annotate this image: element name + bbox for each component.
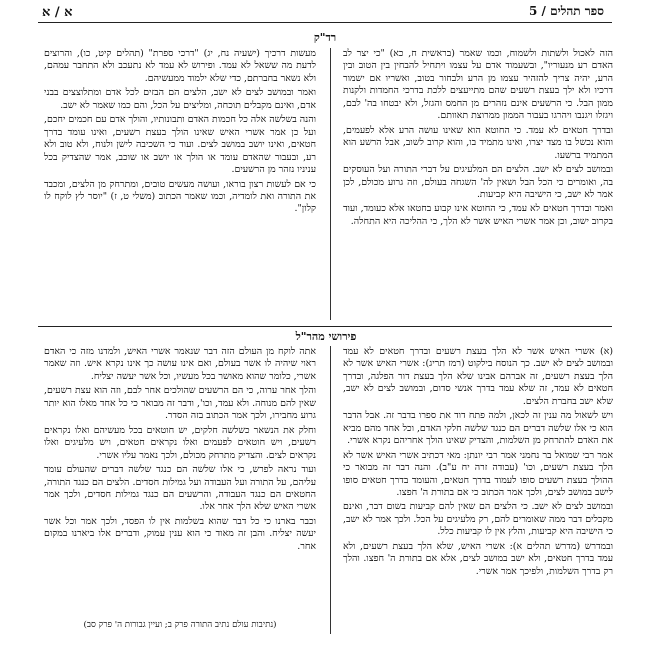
radak-section-title: רד"ק: [313, 31, 337, 44]
maharal-paragraph: וחלק את הנשאר כשלשה חלקים, יש חוטאים בכל מעשיהם ואלו נקראים רשעים, ויש חוטאים לפעמים ואלו נקראים חטאים, ויש מלעיגים ואלו נקראים לצים. והצדיק מתרחק מכולם, ולכך נאמר עליו אשרי.: [44, 424, 316, 461]
maharal-paragraph: ועוד נראה לפרש, כי אלו שלשה הם כנגד שלשה דברים שהעולם עומד עליהם, על התורה ועל העבודה ועל גמילות חסדים. הלצים הם כנגד התורה, החטאים הם כנגד העבודה, והרשעים הם כנגד גמילות חסדים, ולכך אמר אשרי האיש שלא הלך אחר אלו.: [44, 464, 316, 513]
section-divider-rule: [38, 326, 612, 327]
radak-paragraph: ואמר ובדרך חטאים לא עמד, כי החוטא אינו קבוע בחטאו אלא כעומד, ועוד בקרוב ישוב, וכן אמר אשרי האיש אשר לא הלך, כי ההליכה היא התחלה.: [343, 203, 613, 227]
radak-paragraph: ובדרך חטאים לא עמד. כי החוטא הוא שאינו עושה הרע אלא לפעמים, והוא נכשל בו מצד יצרו, ואינו מתמיד בו, והוא קרוב לשוב, אבל הרשע הוא המתמיד ברשעו.: [343, 124, 613, 161]
maharal-paragraph: והלך אחר ערוה, כי הם הרשעים שהולכים אחר לבם, וזה הוא עצת רשעים, שאין להם מנוחה. ולא עמד, וכו', ודבר זה מבואר כי כל אחד מאלו הוא יותר גרוע מחבירו, ולכך אמר הכתוב בזה הסדר.: [44, 385, 316, 422]
maharal-paragraph: וכבר בארנו כי כל דבר שהוא בשלמות אין לו הפסד, ולכך אמר וכל אשר יעשה יצליח. והבן זה מאוד כי הוא ענין עמוק, ודברים אלו ביארנו במקום אחר.: [44, 515, 316, 552]
book-title: ספר תהלים / 5: [529, 4, 604, 18]
radak-paragraph: הזה לאכול ולשתות ולשמוח, וכמו שאמר (בראשית ח, כא) "כי יצר לב האדם רע מנעוריו", ובשעמוד אדם על עצמו ויתחיל להבחין בין הטוב ובין הרע, יהיה צריך להזהיר עצמו מן הרע ולבחור בטוב, ואשריו אם ישמור דרכיו ולא ילך בעצת רשעים שהם מתייעצים ללכת בדרכי החמדות ולקנות ממון הבל. כי הרשעים אינם נזהרים מן החמס והגזל, ולא יבטחו בה' לבם, ויגזלו ויגנבו ויהרגו בעבור הממון ממרוצת תאוותם.: [343, 48, 613, 122]
radak-paragraph: והנה בשלשה אלה כל חכמות האדם ותבונותיו, והולך אדם עם חכמים יחכם, ועל כן אמר אשרי האיש שאינו הולך בעצת רשעים, ואינו עומד בדרך חטאים, ואינו יושב במושב לצים. ועוד כי השכיבה לישן ולנוח, ולא טוב ולא רע, ובעבור שהאדם עומד או הולך או יושב או שוכב, אמר שהצדיק בכל עניניו נזהר מן הרשעים.: [44, 114, 316, 176]
radak-paragraph: ובמושב לצים לא ישב. הלצים הם המלעיגים על דברי התורה ועל העוסקים בה, ואומרים כי הכל הבל ושאין לה' השגחה בעולם, וזה גרוע מכולם, לכן אמר לא ישב, כי הישיבה היא קביעות.: [343, 164, 613, 200]
radak-left-column: [44, 48, 316, 320]
header-rule: [38, 22, 612, 23]
running-header: [38, 2, 612, 22]
maharal-paragraph: (א) אשרי האיש אשר לא הלך בעצת רשעים ובדרך חטאים לא עמד ובמושב לצים לא ישב. כך הנוסח בילקוט (רמז תריג): אשרי האיש אשר לא הלך בעצת רשעים, זה אברהם אבינו שלא הלך בעצת דור הפלגה, ובדרך חטאים לא עמד, זה שלא עמד בדרך אנשי סדום, ובמושב לצים לא ישב, שלא ישב בחברת הלצים.: [343, 346, 613, 407]
maharal-paragraph: ויש לשאול מה ענין זה לכאן, ולמה פתח דוד את ספרו בדבר זה. אבל הדבר הוא כי אלו שלשה דברים הם כנגד שלשה חלקי האדם, וכל אחד מהם מביא את האדם להתרחק מן השלמות, והצדיק שאינו הולך אחריהם נקרא אשרי.: [343, 410, 613, 447]
chapter-verse-mark: א / א: [42, 5, 73, 20]
source-footnote: (נתיבות עולם נתיב התורה פרק ב; ועיין גבורות ה' פרק סב): [83, 620, 277, 630]
maharal-right-column: [343, 346, 613, 634]
radak-paragraph: מעשות דרכיך (ישעיה נח, יג) "דרכי ספרת" (תהלים קיט, כו), והרוצים לדעת מה ששאל לא עמד. ופירוש לא עמד לא נתעכב ולא התחבר עמהם, ולא נשאר בחברתם, כדי שלא ילמוד ממעשיהם.: [44, 48, 316, 84]
maharal-paragraph: אמר רבי שמואל בר נחמני אמר רבי יונתן: מאי דכתיב אשרי האיש אשר לא הלך בעצת רשעים, וכו' (עבודה זרה יח ע"ב). והנה דבר זה מבואר כי ההולך בעצת רשעים סופו לעמוד בדרך חטאים, והעומד בדרך חטאים סופו לישב במושב לצים, ולכך אמר הכתוב כי אם בתורת ה' חפצו.: [343, 449, 613, 498]
maharal-paragraph: ובמושב לצים לא ישב. כי הלצים הם שאין להם קביעות בשום דבר, ואינם מקבלים דבר ממה שאומרים להם, רק מלעיגים על הכל. ולכך אמר לא ישב, כי הישיבה היא קביעות, והלץ אין לו קביעות כלל.: [343, 501, 613, 538]
radak-right-column: [343, 48, 613, 320]
maharal-paragraph: ובמדרש (מדרש תהלים א): אשרי האיש, שלא הלך בעצת רשעים, ולא עמד בדרך חטאים, ולא ישב במושב לצים, אלא אם בתורת ה' חפצו. והלך רק בדרך השלמות, ולפיכך אמר אשרי.: [343, 540, 613, 577]
maharal-left-column: [44, 346, 316, 618]
column-divider: [330, 48, 331, 320]
radak-paragraph: כי אם לעשות רצון בוראו, ועושה מעשים טובים, ומתרחק מן הלצים, ומכבד את התורה ואת לומדיה, וכמו שאמר הכתוב (משלי ט, ז) "יוסר לץ לוקח לו קלון".: [44, 178, 316, 215]
radak-paragraph: ואמר ובמושב לצים לא ישב, הלצים הם הבזים לכל אדם ומתלוצצים בבני אדם, ואינם מקבלים תוכחה, ומליצים על הכל, והם כמו שאמר לא ישב.: [44, 87, 316, 111]
maharal-paragraph: אתה לוקח מן העולם הזה דבר שנאמר אשרי האיש, ולמדנו מזה כי האדם ראוי שיהיה לו אשר בעולם, ואם אינו עושה כך אינו נקרא איש. וזה שאמר אשרי, כלומר שהוא מאושר בכל מעשיו, וכל אשר יעשה יצליח.: [44, 346, 316, 382]
column-divider: [330, 346, 331, 634]
maharal-section-title: פירושי מהר"ל: [295, 330, 357, 343]
